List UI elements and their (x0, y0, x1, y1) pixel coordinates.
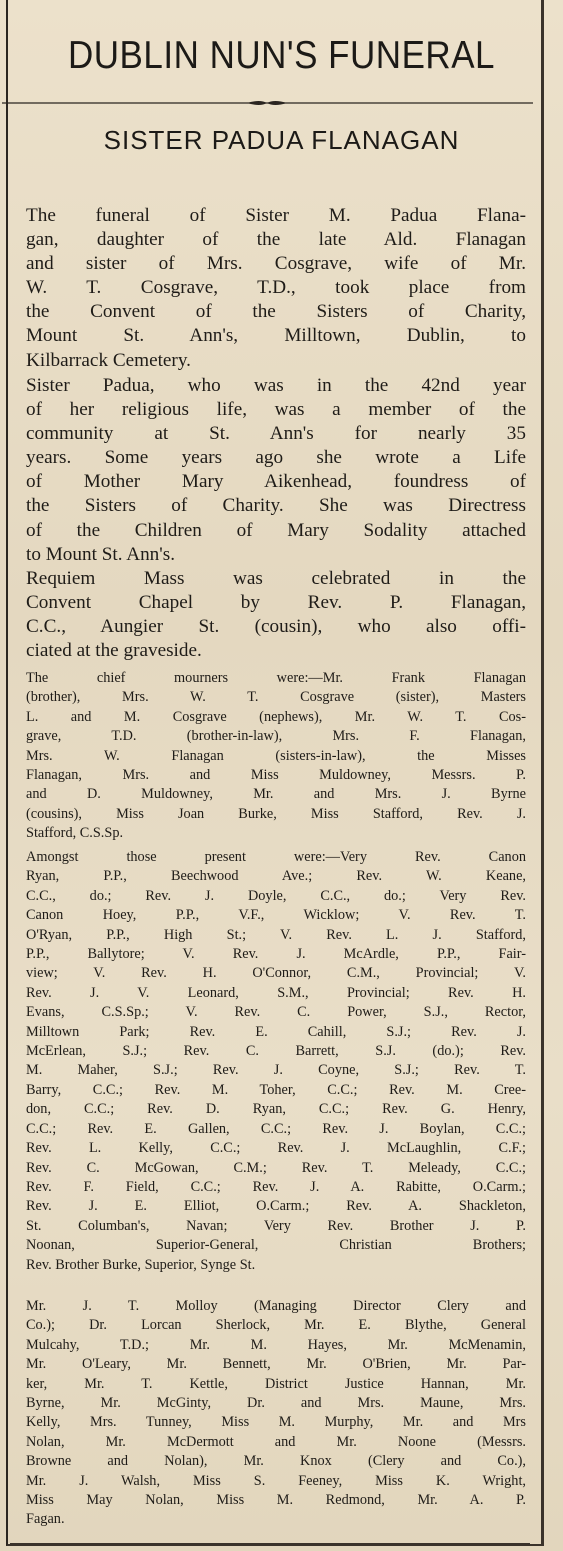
text-line: The chief mourners were:—Mr. Frank Flanagan (26, 670, 526, 686)
text-line: ciated at the graveside. (26, 640, 202, 662)
text-line: Convent Chapel by Rev. P. Flanagan, (26, 592, 526, 614)
text-line: and D. Muldowney, Mr. and Mrs. J. Byrne (26, 786, 526, 803)
text-line: the Sisters of Charity. She was Directress (26, 495, 526, 517)
text-line: Requiem Mass was celebrated in the (26, 568, 526, 589)
text-line: Rev. J. E. Elliot, O.Carm.; Rev. A. Shackleton, (26, 1198, 526, 1215)
text-line: Noonan, Superior-General, Christian Brothers; (26, 1237, 526, 1254)
text-line: view; V. Rev. H. O'Connor, C.M., Provincial; V. (26, 965, 526, 982)
text-line: Mulcahy, T.D.; Mr. M. Hayes, Mr. McMenamin, (26, 1336, 526, 1353)
text-line: Stafford, C.S.Sp. (26, 825, 124, 842)
text-line: Rev. F. Field, C.C.; Rev. J. A. Rabitte, O.Carm.; (26, 1178, 526, 1195)
text-line: of Mother Mary Aikenhead, foundress of (26, 471, 526, 493)
headline-divider (2, 100, 533, 106)
text-line: Byrne, Mr. McGinty, Dr. and Mrs. Maune, Mrs. (26, 1395, 526, 1412)
text-line: (brother), Mrs. W. T. Cosgrave (sister), Masters (26, 689, 526, 706)
text-line: Rev. Brother Burke, Superior, Synge St. (26, 1256, 256, 1273)
paragraph-chief-mourners (26, 669, 526, 844)
text-line: ker, Mr. T. Kettle, District Justice Hannan, Mr. (26, 1375, 526, 1392)
text-line: grave, T.D. (brother-in-law), Mrs. F. Flanagan, (26, 728, 526, 745)
text-line: Flanagan, Mrs. and Miss Muldowney, Messrs. P. (26, 767, 526, 784)
text-line: gan, daughter of the late Ald. Flanagan (26, 229, 526, 251)
text-line: C.C., do.; Rev. J. Doyle, C.C., do.; Very Rev. (26, 887, 526, 904)
text-line: don, C.C.; Rev. D. Ryan, C.C.; Rev. G. Henry, (26, 1101, 526, 1118)
bottom-rule (10, 1543, 530, 1545)
text-line: community at St. Ann's for nearly 35 (26, 423, 526, 445)
paragraph-funeral (26, 204, 526, 373)
text-line: McErlean, S.J.; Rev. C. Barrett, S.J. (do.); Rev. (26, 1043, 526, 1060)
text-line: Kilbarrack Cemetery. (26, 349, 191, 371)
text-line: Mr. J. T. Molloy (Managing Director Clery and (26, 1298, 526, 1314)
text-line: of her religious life, was a member of the (26, 399, 526, 421)
text-line: St. Columban's, Navan; Very Rev. Brother J. P. (26, 1217, 526, 1234)
text-line: O'Ryan, P.P., High St.; V. Rev. L. J. Stafford, (26, 926, 526, 943)
text-line: Sister Padua, who was in the 42nd year (26, 375, 526, 396)
subheadline: SISTER PADUA FLANAGAN (103, 125, 460, 155)
text-line: W. T. Cosgrave, T.D., took place from (26, 277, 526, 299)
text-line: Nolan, Mr. McDermott and Mr. Noone (Messrs. (26, 1433, 526, 1450)
text-line: to Mount St. Ann's. (26, 543, 175, 565)
text-line: (cousins), Miss Joan Burke, Miss Stafford, Rev. J. (26, 805, 526, 822)
text-line: L. and M. Cosgrave (nephews), Mr. W. T. Cos- (26, 708, 526, 725)
paragraph-requiem-mass (26, 567, 526, 663)
text-line: Rev. J. V. Leonard, S.M., Provincial; Rev. H. (26, 984, 526, 1001)
text-line: Barry, C.C.; Rev. M. Toher, C.C.; Rev. M. Cree- (26, 1081, 526, 1098)
text-line: the Convent of the Sisters of Charity, (26, 301, 526, 323)
text-line: Mrs. W. Flanagan (sisters-in-law), the Misses (26, 747, 526, 764)
paragraph-those-present (26, 848, 526, 1275)
text-line: The funeral of Sister M. Padua Flana- (26, 205, 526, 226)
text-line: years. Some years ago she wrote a Life (26, 447, 526, 469)
text-line: Evans, C.S.Sp.; V. Rev. C. Power, S.J., Rector, (26, 1004, 526, 1021)
text-line: Browne and Nolan), Mr. Knox (Clery and Co.), (26, 1453, 526, 1470)
paragraph-religious-life (26, 374, 526, 567)
text-line: Co.); Dr. Lorcan Sherlock, Mr. E. Blythe, General (26, 1317, 526, 1334)
headline: DUBLIN NUN'S FUNERAL (67, 34, 496, 77)
paragraph-attendees (26, 1297, 526, 1530)
text-line: Canon Hoey, P.P., V.F., Wicklow; V. Rev. T. (26, 907, 526, 924)
text-line: Amongst those present were:—Very Rev. Canon (26, 849, 526, 865)
text-line: Mr. O'Leary, Mr. Bennett, Mr. O'Brien, Mr. Par- (26, 1356, 526, 1373)
text-line: P.P., Ballytore; V. Rev. J. McArdle, P.P., Fair- (26, 946, 526, 963)
text-line: Miss May Nolan, Miss M. Redmond, Mr. A. P. (26, 1492, 526, 1509)
text-line: Kelly, Mrs. Tunney, Miss M. Murphy, Mr. and Mrs (26, 1414, 526, 1431)
text-line: Mr. J. Walsh, Miss S. Feeney, Miss K. Wright, (26, 1472, 526, 1489)
text-line: Ryan, P.P., Beechwood Ave.; Rev. W. Keane, (26, 868, 526, 885)
text-line: of the Children of Mary Sodality attached (26, 519, 526, 541)
text-line: Fagan. (26, 1511, 65, 1528)
text-line: and sister of Mrs. Cosgrave, wife of Mr. (26, 253, 526, 275)
text-line: Rev. L. Kelly, C.C.; Rev. J. McLaughlin, C.F.; (26, 1140, 526, 1157)
text-line: Mount St. Ann's, Milltown, Dublin, to (26, 325, 526, 347)
text-line: Milltown Park; Rev. E. Cahill, S.J.; Rev. J. (26, 1023, 526, 1040)
text-line: C.C.; Rev. E. Gallen, C.C.; Rev. J. Boylan, C.C.; (26, 1120, 526, 1137)
text-line: Rev. C. McGowan, C.M.; Rev. T. Meleady, C.C.; (26, 1159, 526, 1176)
text-line: M. Maher, S.J.; Rev. J. Coyne, S.J.; Rev. T. (26, 1062, 526, 1079)
text-line: C.C., Aungier St. (cousin), who also offi- (26, 616, 526, 638)
